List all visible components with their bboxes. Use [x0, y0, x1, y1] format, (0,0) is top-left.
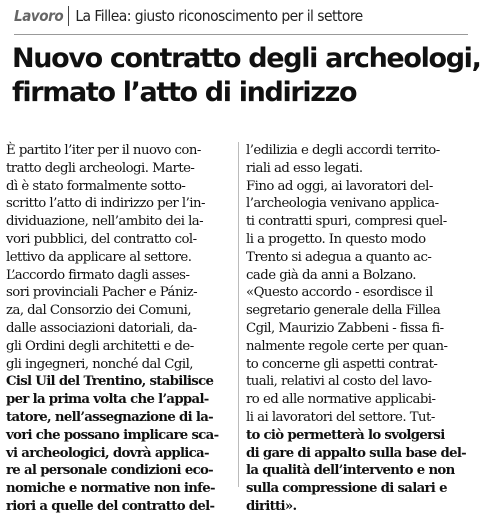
text-line: «Questo accordo - esordisce il	[246, 285, 433, 301]
text-line: lettivo da applicare al settore.	[6, 249, 192, 265]
text-line: sulla compressione di salari e	[246, 481, 447, 497]
text-line: di gare di appalto sulla base del-	[246, 445, 466, 461]
text-line: to ciò permetterà lo svolgersi	[246, 427, 445, 443]
column-divider	[238, 142, 239, 487]
text-line: tuali, relativi al costo del lavo-	[246, 374, 432, 390]
text-line: la qualità dell’intervento e non	[246, 463, 455, 479]
headline	[12, 42, 481, 110]
section-label: Lavoro	[14, 7, 64, 25]
kicker-text: La Fillea: giusto riconoscimento per il settore	[75, 7, 363, 25]
text-line: vi archeologici, dovrà applica-	[6, 445, 209, 461]
text-line: vori che possano implicare sca-	[6, 427, 219, 443]
kicker-line	[14, 6, 470, 34]
text-line: ro ed alle normative applicabi-	[246, 392, 436, 408]
text-line: per la prima volta che l’appal-	[6, 392, 209, 408]
text-line: È partito l’iter per il nuovo con-	[6, 143, 201, 158]
text-line: to concerne gli aspetti contrat-	[246, 356, 438, 372]
text-line: riori a quelle del contratto del-	[6, 498, 215, 514]
headline-line: firmato l’atto di indirizzo	[12, 77, 357, 108]
text-line: segretario generale della Fillea	[246, 303, 441, 319]
text-line: nalmente regole certe per quan-	[246, 338, 448, 354]
text-line: diritti».	[246, 498, 297, 514]
text-line: scritto l’atto di indirizzo per l’in-	[6, 196, 205, 212]
text-line: nomiche e normative non infe-	[6, 481, 215, 497]
text-line: Fino ad oggi, ai lavoratori del-	[246, 178, 433, 194]
text-line: sori provinciali Pacher e Pániz-	[6, 285, 198, 301]
text-line: dividuazione, nell’ambito dei la-	[6, 214, 204, 230]
text-line: vori pubblici, del contratto col-	[6, 231, 197, 247]
text-line: gli ingegneri, nonché dal Cgil,	[6, 356, 193, 372]
text-line: tatore, nell’assegnazione di la-	[6, 409, 213, 425]
text-line: gli Ordini degli architetti e de-	[6, 338, 194, 354]
header-rule	[14, 34, 468, 35]
text-line: l’archeologia venivano applica-	[246, 196, 439, 212]
text-line: riali ad esso legati.	[246, 160, 363, 176]
headline-line: Nuovo contratto degli archeologi,	[12, 43, 481, 74]
text-line: dì è stato formalmente sotto-	[6, 178, 186, 194]
text-line: li ai lavoratori del settore. Tut-	[246, 409, 435, 425]
text-line: dalle associazioni datoriali, da-	[6, 320, 197, 336]
text-line: cade già da anni a Bolzano.	[246, 267, 416, 283]
text-line: l’edilizia e degli accordi territo-	[246, 143, 440, 158]
body-column-right	[246, 142, 472, 516]
text-line: tratto degli archeologi. Marte-	[6, 160, 195, 176]
text-line: Trento si adegua a quanto ac-	[246, 249, 432, 265]
text-line: L’accordo firmato dagli asses-	[6, 267, 190, 283]
body-column-left	[6, 142, 234, 516]
text-line: Cisl Uil del Trentino, stabilisce	[6, 374, 214, 390]
text-line: za, dal Consorzio dei Comuni,	[6, 303, 192, 319]
kicker-separator	[68, 6, 69, 26]
text-line: li a progetto. In questo modo	[246, 231, 426, 247]
text-line: ti contratti spuri, compresi quel-	[246, 214, 447, 230]
text-line: re al personale condizioni eco-	[6, 463, 213, 479]
text-line: Cgil, Maurizio Zabbeni - fissa fi-	[246, 320, 444, 336]
